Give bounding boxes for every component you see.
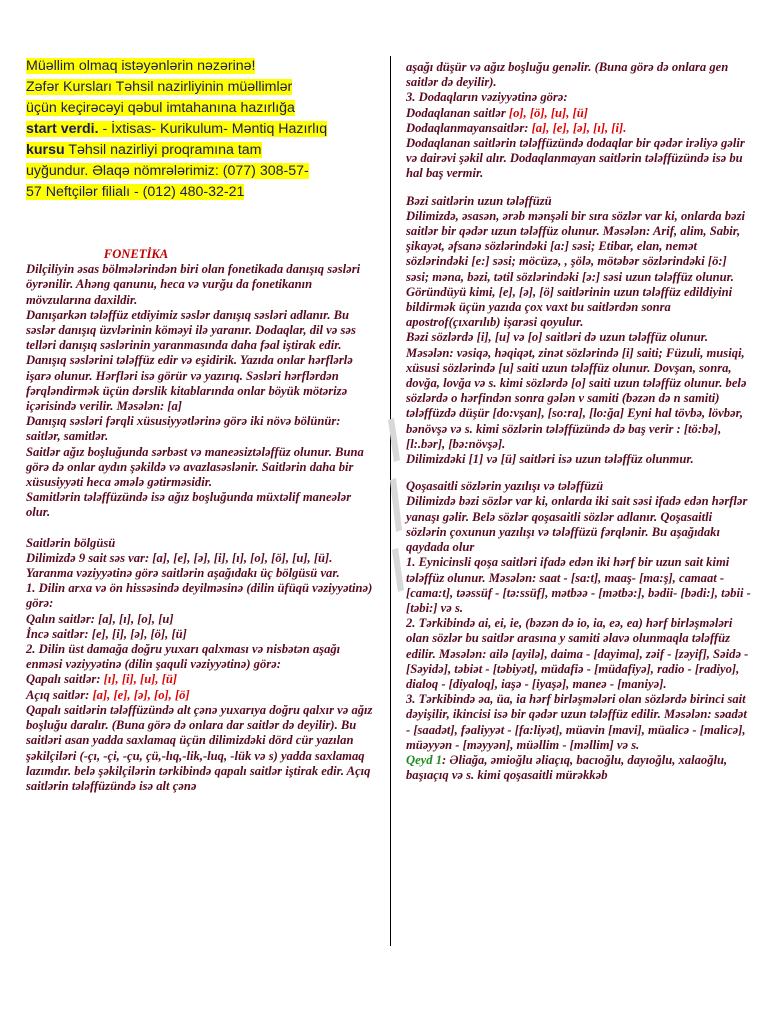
right-column bbox=[406, 60, 752, 783]
paragraph bbox=[26, 672, 376, 687]
section-title: FONETİKA bbox=[103, 247, 169, 261]
paragraph bbox=[406, 121, 752, 136]
paragraph: İncə saitlər: [e], [i], [ə], [ö], [ü] bbox=[26, 626, 187, 641]
label: Açıq saitlər: bbox=[26, 687, 93, 702]
paragraph: Danışarkən tələffüz etdiyimiz səslər danışıq səsləri adlanır. Bu səslər danışıq üzvlərinin köməyi ilə yaranır. Dodaqlar, dil və səs telləri danışıq səslərinin yaranmasında daha fəal iştirak edir. Danışıq səslərini tələffüz edir və eşidirik. Yazıda onlar hərflərlə işarə olunur. Hərfləri isə görür və yazırıq. Səsləri hərflərdən fərqləndirmək üçün dərslik kitablarında onlar böyük mötərizə içərisində verilir. Məsələn: [a] bbox=[26, 307, 356, 414]
paragraph: Bəzi sözlərdə [i], [u] və [o] saitləri də uzun tələffüz olunur. Məsələn: vəsiqə, həqiqət, zinət sözlərində [i] saiti; Füzuli, musiqi, xüsusi sözlərində [u] saiti uzun tələffüz olunur. Dovşan, sonra, dovğa, lovğa və s. kimi sözlərdə [o] saiti uzun tələffüz olunur. belə sözlərdə o hərfindən sonra gələn v samiti (bəzən də n samiti) tələffüzdə düşür [do:vşan], [so:ra], [lo:ğa] Eyni hal tövbə, lövbər, bənövşə və s. kimi sözlərin tələffüzündə də baş verir : [tö:bə], [l:.bər], [bə:növşə]. bbox=[406, 330, 747, 451]
left-column bbox=[26, 56, 376, 794]
paragraph: 2. Dilin üst damağa doğru yuxarı qalxması və nisbətən aşağı enməsi vəziyyətinə (dilin şaquli vəziyyətinə) görə: bbox=[26, 642, 341, 672]
left-text bbox=[26, 247, 376, 794]
highlighted-vowels: [o], [ö], [u], [ü] bbox=[508, 105, 588, 120]
paragraph: 3. Tərkibində əa, üa, ia hərf birləşmələri olan sözlərdə birinci sait dəyişilir, ikincisi isə bir qədər uzun tələffüz edilir. Məsələn: səadət - [saadət], fəaliyyət - [fa:liyət], müavin [mavi], müalicə - [malicə], müəyyən - [məyyən], müəllim - [məllim] və s. bbox=[406, 692, 747, 752]
subheading: Bəzi saitlərin uzun tələffüzü bbox=[406, 193, 552, 208]
ad-line: kursu bbox=[26, 142, 65, 158]
paragraph bbox=[406, 106, 752, 121]
paragraph: Qapalı saitlərin tələffüzündə alt çənə yuxarıya doğru qalxır və ağız boşluğu daralır. (Buna görə də onlara dar saitlər də deyilir). Bu saitləri asan yadda saxlamaq üçün dilimizdəki dörd cür yazılan şəkilçiləri (-çı, -çi, -çu, çü,-lıq,-lik,-luq, -lük və s) yadda saxlamaq lazımdır. belə şəkilçilərin tərkibində qapalı saitlər iştirak edir. Açıq saitlərin tələffüzündə isə alt çənə bbox=[26, 702, 373, 793]
paragraph bbox=[406, 753, 752, 783]
paragraph: 3. Dodaqların vəziyyətinə görə: bbox=[406, 90, 568, 105]
paragraph: 1. Eynicinsli qoşa saitləri ifadə edən iki hərf bir uzun sait kimi tələffüz olunur. Məsələn: saat - [sa:t], maaş- [ma:ş], camaat - [cama:t], təəssüf - [tə:ssüf], mətbəə - [mətbə:], bədii- [bədi:], təbii - [təbi:] və s. bbox=[406, 555, 751, 615]
paragraph: Dodaqlanan saitlərin tələffüzündə dodaqlar bir qədər irəliyə gəlir və dairəvi şəkil alır. Dodaqlanmayan saitlərin tələffüzündə isə bu hal baş vermir. bbox=[406, 136, 745, 181]
note-text: : Əliağa, əmioğlu əliaçıq, bacıoğlu, dayıoğlu, xalaoğlu, başıaçıq və s. kimi qoşasaitli mürəkkəb bbox=[406, 752, 728, 783]
label: Dodaqlanmayansaitlər: bbox=[406, 120, 532, 135]
paragraph: Dilimizdə 9 sait səs var: [a], [e], [ə], [i], [ı], [o], [ö], [u], [ü]. Yaranma vəziyyətinə görə saitlərin aşağıdakı üç bölgüsü var. bbox=[26, 550, 340, 581]
ad-contact-line: uyğundur. Əlaqə nömrələrimiz: (077) 308-57- bbox=[26, 163, 309, 179]
paragraph: Samitlərin tələffüzündə isə ağız boşluğunda müxtəlif maneələr olur. bbox=[26, 490, 352, 520]
paragraph: Dilimizdə bəzi sözlər var ki, onlarda iki sait səsi ifadə edən hərflər yanaşı gəlir. Belə sözlər qoşasaitli sözlər adlanır. Qoşasaitli sözlərin çoxunun yazılışı və tələffüzü fərqlənir. Bu aşağıdakı qaydada olur bbox=[406, 494, 748, 555]
paragraph: Saitlər ağız boşluğunda sərbəst və maneəsiztələffüz olunur. Buna görə də onlar aydın şəkildə və avazlasəslənir. Saitlərin daha bir xüsusiyyəti heca əmələ gətirməsidir. bbox=[26, 444, 364, 490]
highlighted-vowels: [ı], [i], [u], [ü] bbox=[103, 672, 178, 687]
note-label: Qeyd 1 bbox=[406, 752, 443, 767]
paragraph: Dilimizdəki [1] və [ü] saitləri isə uzun tələffüz olunmur. bbox=[406, 452, 694, 467]
paragraph: Dilçiliyin əsas bölmələrindən biri olan fonetikada danışıq səsləri öyrənilir. Ahəng qanunu, heca və vurğu da fonetikanın mövzularına daxildir. bbox=[26, 262, 361, 307]
paragraph: Qalın saitlər: [a], [ı], [o], [u] bbox=[26, 611, 174, 626]
highlighted-vowels: [a], [e], [ə], [ı], [i]. bbox=[531, 120, 627, 135]
ad-contact-line: 57 Neftçilər filialı - (012) 480-32-21 bbox=[26, 184, 245, 200]
highlighted-vowels: [a], [e], [ə], [o], [ö] bbox=[92, 687, 190, 702]
ad-line: Zəfər Kursları Təhsil nazirliyinin müəllimlər bbox=[26, 79, 293, 95]
paragraph: aşağı düşür və ağız boşluğu genəlir. (Buna görə də onlara gen saitlər də deyilir). bbox=[406, 60, 729, 90]
subheading: Saitlərin bölgüsü bbox=[26, 535, 116, 550]
label: Qapalı saitlər: bbox=[26, 672, 104, 687]
paragraph bbox=[26, 688, 376, 703]
ad-line: start verdi. bbox=[26, 121, 99, 137]
advertisement-block bbox=[26, 56, 376, 203]
ad-line: Müəllim olmaq istəyənlərin nəzərinə! bbox=[26, 58, 256, 74]
ad-line: Təhsil nazirliyi proqramına tam bbox=[64, 142, 262, 158]
label: Dodaqlanan saitlər bbox=[406, 105, 509, 120]
paragraph: Dilimizdə, əsasən, ərəb mənşəli bir sıra sözlər var ki, onlarda bəzi saitlər bir qədər uzun tələffüz olunur. Məsələn: Arif, alim, Sabir, şikayət, əfsanə sözlərindəki [a:] səsi; Etibar, elan, nemət sözlərindəki [e:] səsi; möcüzə, , şölə, mötəbər sözlərindəki [ö:] səsi; məna, bəzi, tətil sözlərindəki [ə:] səsi uzun tələffüz olunur. Göründüyü kimi, [e], [ə], [ö] saitlərinin uzun tələffüz edildiyini bildirmək üçün yazıda çox vaxt bu saitlərdən sonra apostrof(çıxarılıb) işarəsi qoyulur. bbox=[406, 208, 745, 330]
paragraph: 1. Dilin arxa və ön hissəsində deyilməsinə (dilin üfüqü vəziyyətinə) görə: bbox=[26, 581, 373, 611]
subheading: Qoşasaitli sözlərin yazılışı və tələffüzü bbox=[406, 479, 604, 494]
paragraph: Danışıq səsləri fərqli xüsusiyyətlərinə görə iki növə bölünür: saitlər, samitlər. bbox=[26, 414, 341, 444]
paragraph: 2. Tərkibində ai, ei, ie, (bəzən də io, ia, eə, ea) hərf birləşmələri olan sözlər bu saitlər arasına y samiti əlavə olunmaqla tələffüz edilir. Məsələn: ailə [ayilə], daima - [dayima], zəif - [zəyif], Səidə - [Səyidə], təbiət - [təbiyət], müdafiə - [müdafiyə], radio - [radiyo], dialoq - [diyaloq], iaşə - [iyaşə], maneə - [maniyə]. bbox=[406, 616, 749, 691]
ad-line: - İxtisas- Kurikulum- Məntiq Hazırlıq bbox=[98, 121, 328, 137]
ad-line: üçün keçirəcəyi qəbul imtahanına hazırlığa bbox=[26, 100, 295, 116]
